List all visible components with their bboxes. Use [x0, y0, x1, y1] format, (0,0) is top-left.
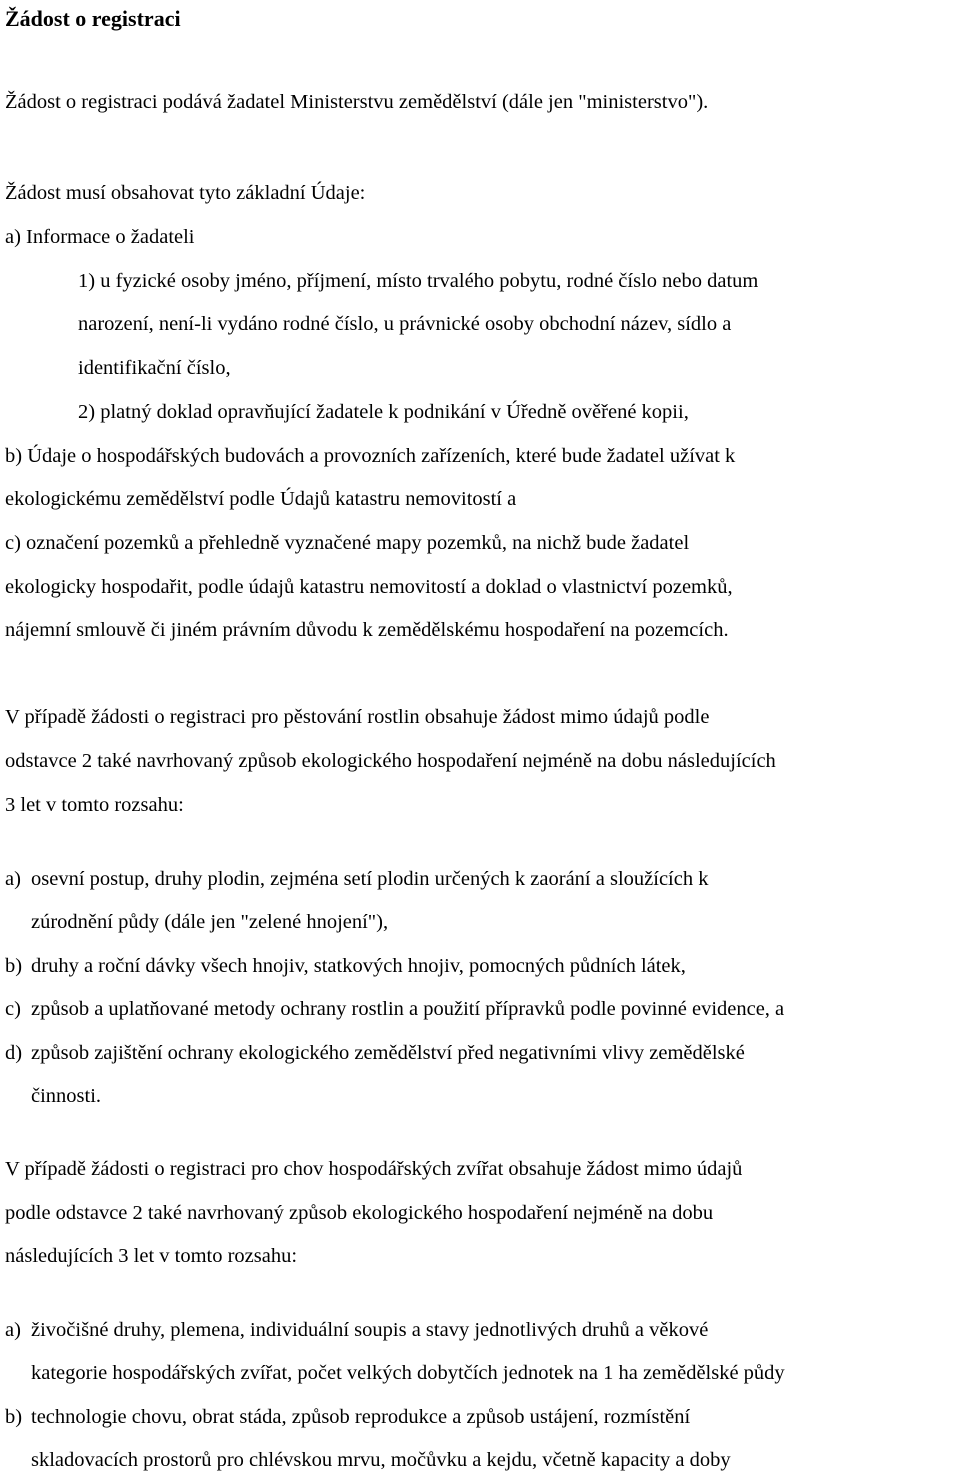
section2-paragraph-line: V případě žádosti o registraci pro pěstování rostlin obsahuje žádost mimo údajů podle [5, 706, 710, 728]
section2-paragraph-line: odstavce 2 také navrhovaný způsob ekologického hospodaření nejméně na dobu následujících [5, 750, 776, 772]
section2-item-line: zúrodnění půdy (dále jen "zelené hnojení"), [31, 911, 389, 933]
section1-item-a1-line: identifikační číslo, [78, 357, 231, 379]
section2-item-line: činnosti. [31, 1085, 102, 1107]
section1-item-c-line: ekologicky hospodařit, podle údajů katastru nemovitostí a doklad o vlastnictví pozemků, [5, 576, 733, 598]
section1-item-c-line: c) označení pozemků a přehledně vyznačené mapy pozemků, na nichž bude žadatel [5, 532, 690, 554]
section3-item-line: technologie chovu, obrat stáda, způsob reprodukce a způsob ustájení, rozmístění [31, 1406, 691, 1428]
section3-item-line: živočišné druhy, plemena, individuální soupis a stavy jednotlivých druhů a věkové [31, 1319, 709, 1341]
section1-item-a2-line: 2) platný doklad opravňující žadatele k podnikání v Úředně ověřené kopii, [78, 401, 689, 423]
section3-paragraph-line: V případě žádosti o registraci pro chov hospodářských zvířat obsahuje žádost mimo údajů [5, 1158, 743, 1180]
section2-item-line: druhy a roční dávky všech hnojiv, statkových hnojiv, pomocných půdních látek, [31, 955, 686, 977]
section2-item-line: osevní postup, druhy plodin, zejména setí plodin určených k zaorání a sloužících k [31, 868, 709, 890]
section3-item-line: kategorie hospodářských zvířat, počet velkých dobytčích jednotek na 1 ha zemědělské půdy [31, 1362, 785, 1384]
section2-item-label: a) [5, 868, 21, 890]
section1-item-b-line: b) Údaje o hospodářských budovách a provozních zařízeních, které bude žadatel užívat k [5, 445, 736, 467]
section1-item-a-label: a) Informace o žadateli [5, 226, 195, 248]
section2-item-label: c) [5, 998, 21, 1020]
section1-item-a1-line: 1) u fyzické osoby jméno, příjmení, místo trvalého pobytu, rodné číslo nebo datum [78, 270, 759, 292]
section2-item-label: d) [5, 1042, 23, 1064]
page-title: Žádost o registraci [5, 6, 181, 31]
section1-lead: Žádost musí obsahovat tyto základní Údaje: [5, 182, 366, 204]
section2-item-line: způsob zajištění ochrany ekologického zemědělství před negativními vlivy zemědělské [31, 1042, 745, 1064]
section3-item-line: skladovacích prostorů pro chlévskou mrvu, močůvku a kejdu, včetně kapacity a doby [31, 1449, 731, 1471]
section3-paragraph-line: následujících 3 let v tomto rozsahu: [5, 1245, 298, 1267]
section1-item-b-line: ekologickému zemědělství podle Údajů katastru nemovitostí a [5, 488, 517, 510]
section3-paragraph-line: podle odstavce 2 také navrhovaný způsob ekologického hospodaření nejméně na dobu [5, 1202, 714, 1224]
section2-item-label: b) [5, 955, 23, 977]
intro-paragraph: Žádost o registraci podává žadatel Ministerstvu zemědělství (dále jen "ministerstvo"). [5, 91, 709, 113]
section2-paragraph-line: 3 let v tomto rozsahu: [5, 794, 184, 816]
section1-item-c-line: nájemní smlouvě či jiném právním důvodu k zemědělskému hospodaření na pozemcích. [5, 619, 729, 641]
section2-item-line: způsob a uplatňované metody ochrany rostlin a použití přípravků podle povinné evidence, a [31, 998, 785, 1020]
section3-item-label: b) [5, 1406, 23, 1428]
section1-item-a1-line: narození, není-li vydáno rodné číslo, u právnické osoby obchodní název, sídlo a [78, 313, 732, 335]
section3-item-label: a) [5, 1319, 21, 1341]
